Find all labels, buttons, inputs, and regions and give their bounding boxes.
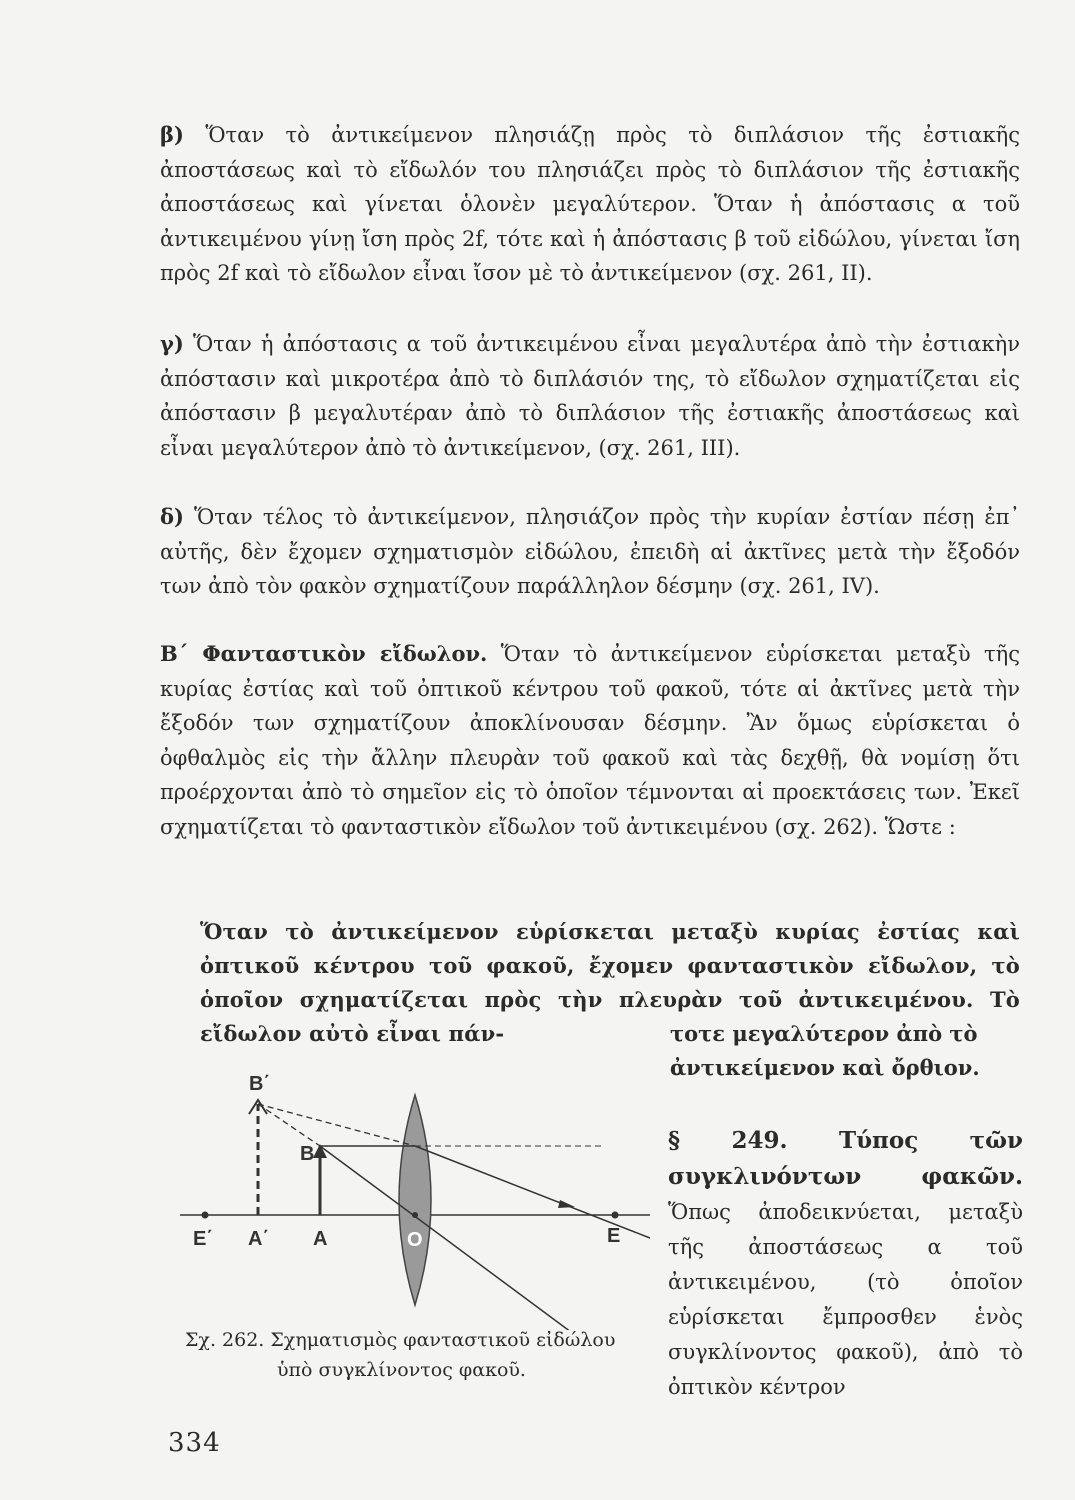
caption-line-2: ὑπὸ συγκλίνοντος φακοῦ.: [277, 1359, 526, 1381]
label-o: Ο: [407, 1229, 423, 1251]
paragraph-text: Ὅταν τὸ ἀντικείμενον εὑρίσκεται μεταξὺ τῆς κυρίας ἐστίας καὶ τοῦ ὀπτικοῦ κέντρου τοῦ φακοῦ, τότε αἱ ἀκτῖνες μετὰ τὴν ἔξοδόν των σχηματίζουν ἀποκλίνουσαν δέσμην. Ἂν ὅμως εὑρίσκεται ὁ ὀφθαλμὸς εἰς τὴν ἄλλην πλευρὰν τοῦ φακοῦ καὶ τὰς δεχθῇ, θὰ νομίσῃ ὅτι προέρχονται ἀπὸ τὸ σημεῖον εἰς τὸ ὁποῖον τέμνονται αἱ προεκτάσεις των. Ἐκεῖ σχηματίζεται τὸ φανταστικὸν εἴδωλον τοῦ ἀντικειμένου (σχ. 262). Ὥστε :: [160, 642, 1021, 839]
figure-caption: [185, 1325, 655, 1385]
label-a: Α: [313, 1228, 328, 1250]
extension-dashed-1: [258, 1104, 415, 1146]
paragraph-label: β): [160, 122, 184, 147]
paragraph-label: Β΄ Φανταστικὸν εἴδωλον.: [160, 641, 488, 666]
ray-arrowhead: [558, 1200, 575, 1208]
label-b-prime: Β΄: [249, 1073, 271, 1095]
optical-center-point: [412, 1212, 418, 1218]
label-a-prime: Α΄: [248, 1228, 270, 1250]
section-text: Ὅπως ἀποδεικνύεται, μεταξὺ τῆς ἀποστάσεως α τοῦ ἀντικειμένου, (τὸ ὁποῖον εὑρίσκεται ἔμπροσθεν ἑνὸς συγκλίνοντος φακοῦ), ἀπὸ τὸ ὀπτικὸν κέντρον: [668, 1200, 1023, 1399]
paragraph-text: Ὅταν τὸ ἀντικείμενον πλησιάζῃ πρὸς τὸ διπλάσιον τῆς ἐστιακῆς ἀποστάσεως καὶ τὸ εἴδωλόν του πλησιάζει πρὸς τὸ διπλάσιον τῆς ἐστιακῆς ἀποστάσεως καὶ γίνεται ὁλονὲν μεγαλύτερον. Ὅταν ἡ ἀπόστασις α τοῦ ἀντικειμένου γίνῃ ἴση πρὸς 2f, τότε καὶ ἡ ἀπόστασις β τοῦ εἰδώλου, γίνεται ἴση πρὸς 2f καὶ τὸ εἴδωλον εἶναι ἴσον μὲ τὸ ἀντικείμενον (σχ. 261, II).: [160, 123, 1020, 285]
focal-point-left: [202, 1212, 209, 1219]
section-249: [668, 1123, 1023, 1405]
focal-point-right: [612, 1212, 619, 1219]
paragraph-gamma: [160, 327, 1020, 465]
paragraph-virtual-image: [160, 637, 1020, 844]
page-number: 334: [168, 1428, 221, 1458]
paragraph-text: Ὅταν ἡ ἀπόστασις α τοῦ ἀντικειμένου εἶναι μεγαλυτέρα ἀπὸ τὴν ἐστιακὴν ἀπόστασιν καὶ μικροτέρα ἀπὸ τὸ διπλάσιόν της, τὸ εἴδωλον σχηματίζεται εἰς ἀπόστασιν β μεγαλυτέραν ἀπὸ τὸ διπλάσιον τῆς ἐστιακῆς ἀποστάσεως καὶ εἶναι μεγαλύτερον ἀπὸ τὸ ἀντικείμενον, (σχ. 261, III).: [160, 332, 1020, 460]
paragraph-text: Ὅταν τέλος τὸ ἀντικείμενον, πλησιάζον πρὸς τὴν κυρίαν ἐστίαν πέσῃ ἐπ᾽ αὐτῆς, δὲν ἔχομεν σχηματισμὸν εἰδώλου, ἐπειδὴ αἱ ἀκτῖνες μετὰ τὴν ἔξοδόν των ἀπὸ τὸν φακὸν σχηματίζουν παράλληλον δέσμην (σχ. 261, IV).: [160, 505, 1020, 598]
ray-through-center: [320, 1146, 575, 1330]
label-e: Ε: [607, 1225, 621, 1247]
lens-diagram: [175, 1060, 655, 1330]
section-heading: § 249. Τύπος τῶν συγκλινόντων φακῶν.: [668, 1127, 1023, 1190]
extension-dashed-2: [258, 1104, 320, 1146]
label-e-prime: Ε΄: [193, 1228, 213, 1250]
caption-line-1: Σχ. 262. Σχηματισμὸς φανταστικοῦ εἰδώλου: [185, 1329, 616, 1351]
rule-statement-continuation: τοτε μεγαλύτερον ἀπὸ τὸ ἀντικείμενον καὶ ὄρθιον.: [670, 1021, 980, 1080]
converging-lens: [399, 1095, 431, 1305]
paragraph-delta: [160, 500, 1020, 604]
paragraph-label: γ): [160, 331, 184, 356]
paragraph-label: δ): [160, 504, 184, 529]
paragraph-beta: [160, 118, 1020, 291]
rule-statement: Ὅταν τὸ ἀντικείμενον εὑρίσκεται μεταξὺ κυρίας ἐστίας καὶ ὀπτικοῦ κέντρου τοῦ φακοῦ, ἔχομεν φανταστικὸν εἴδωλον, τὸ ὁποῖον σχηματίζεται πρὸς τὴν πλευρὰν τοῦ ἀντικειμένου. Τὸ εἴδωλον αὐτὸ εἶναι πάν-: [200, 919, 1020, 1046]
label-b: Β: [300, 1143, 315, 1165]
